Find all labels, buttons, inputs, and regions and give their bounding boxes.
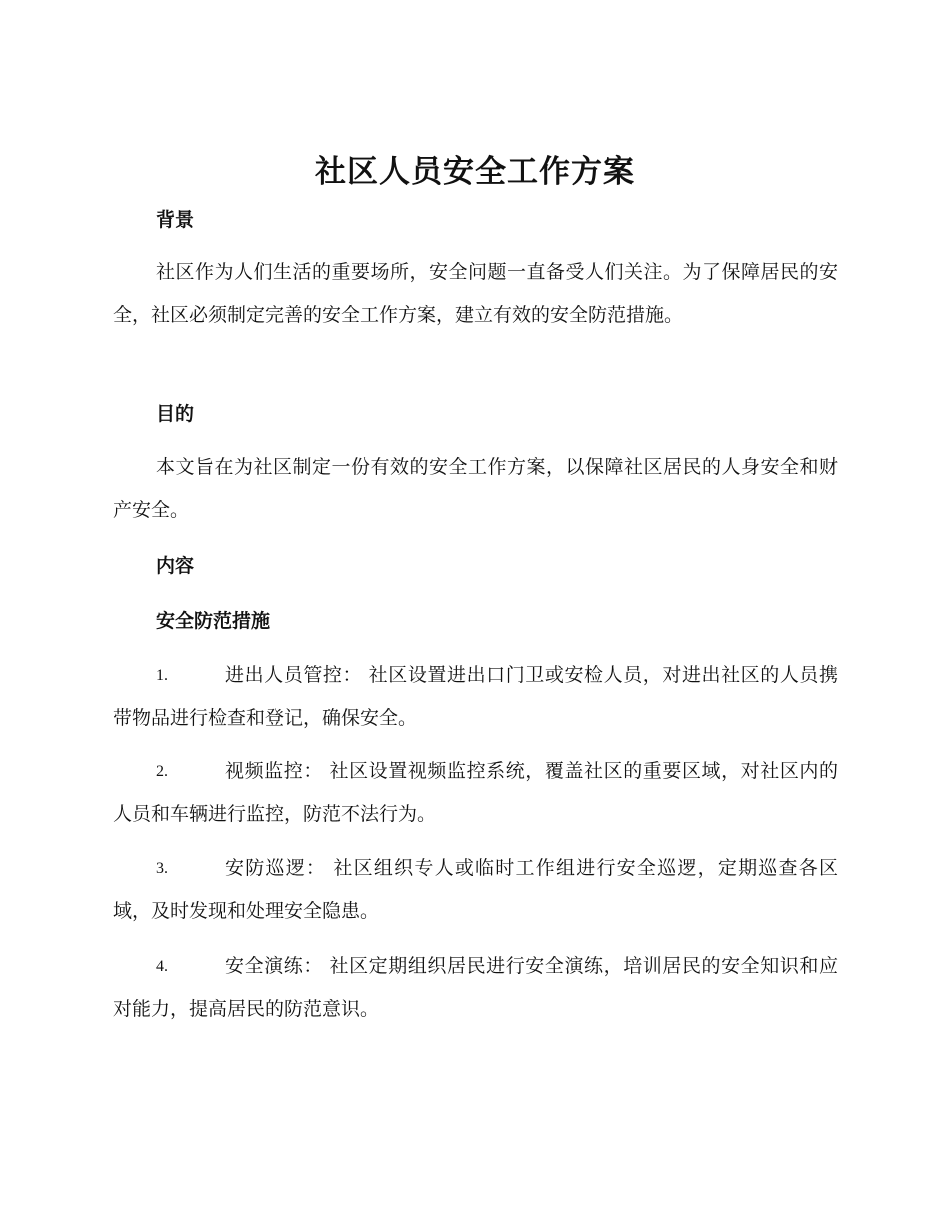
list-item bbox=[113, 847, 838, 933]
purpose-heading: 目的 bbox=[156, 403, 195, 425]
background-paragraph: 社区作为人们生活的重要场所，安全问题一直备受人们关注。为了保障居民的安全，社区必须制定完善的安全工作方案，建立有效的安全防范措施。 bbox=[113, 261, 838, 326]
list-item-text: 视频监控： 社区设置视频监控系统，覆盖社区的重要区域，对社区内的人员和车辆进行监控，防范不法行为。 bbox=[113, 760, 838, 825]
list-item-text: 进出人员管控： 社区设置进出口门卫或安检人员，对进出社区的人员携带物品进行检查和登记，确保安全。 bbox=[113, 664, 838, 729]
document-title: 社区人员安全工作方案 bbox=[315, 154, 635, 190]
background-heading: 背景 bbox=[156, 209, 195, 231]
list-item bbox=[113, 750, 838, 836]
measures-heading: 安全防范措施 bbox=[156, 610, 271, 632]
list-item-number: 3. bbox=[156, 860, 168, 877]
list-item-text: 安防巡逻： 社区组织专人或临时工作组进行安全巡逻，定期巡查各区域，及时发现和处理安全隐患。 bbox=[113, 857, 838, 922]
list-item-number: 1. bbox=[156, 667, 168, 684]
list-item bbox=[113, 945, 838, 1031]
content-heading: 内容 bbox=[156, 555, 195, 577]
list-item bbox=[113, 654, 838, 740]
list-item-number: 2. bbox=[156, 763, 168, 780]
list-item-text: 安全演练： 社区定期组织居民进行安全演练，培训居民的安全知识和应对能力，提高居民的防范意识。 bbox=[113, 955, 838, 1020]
purpose-paragraph: 本文旨在为社区制定一份有效的安全工作方案，以保障社区居民的人身安全和财产安全。 bbox=[113, 456, 838, 521]
list-item-number: 4. bbox=[156, 958, 168, 975]
